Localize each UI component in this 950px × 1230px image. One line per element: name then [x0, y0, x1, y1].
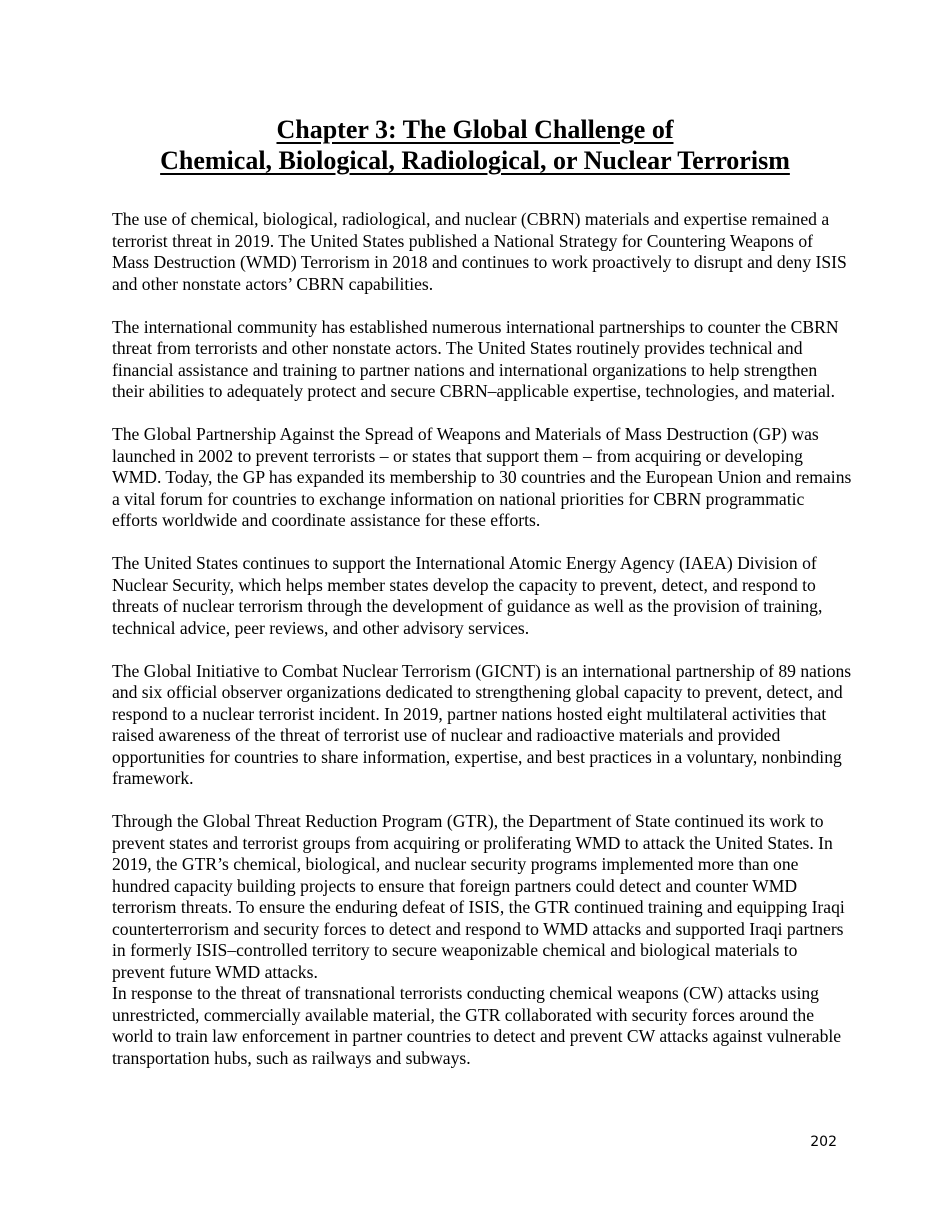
paragraph-cbrn-threat: The use of chemical, biological, radiological, and nuclear (CBRN) materials and expertise remained a terrorist threat in 2019. The United States published a National Strategy for Countering Weapons of Mass Destruction (WMD) Terrorism in 2018 and continues to work proactively to disrupt and deny ISIS and other nonstate actors’ CBRN capabilities. — [112, 209, 847, 294]
paragraph-international-partnerships: The international community has established numerous international partnerships to counter the CBRN threat from terrorists and other nonstate actors. The United States routinely provides technical and financial assistance and training to partner nations and international organizations to help strengthen their abilities to adequately protect and secure CBRN–applicable expertise, technologies, and material. — [112, 316, 839, 401]
paragraph-iaea: The United States continues to support the International Atomic Energy Agency (IAEA) Division of Nuclear Security, which helps member states develop the capacity to prevent, detect, and respond to threats of nuclear terrorism through the development of guidance as well as the provision of training, technical advice, peer reviews, and other advisory services. — [112, 553, 823, 638]
paragraph-gtr: Through the Global Threat Reduction Program (GTR), the Department of State continued its work to prevent states and terrorist groups from acquiring or proliferating WMD to attack the United States. In 2019, the GTR’s chemical, biological, and nuclear security programs implemented more than one hundred capacity building projects to ensure that foreign partners could detect and counter WMD terrorism threats. To ensure the enduring defeat of ISIS, the GTR continued training and equipping Iraqi counterterrorism and security forces to detect and respond to WMD attacks and supported Iraqi partners in formerly ISIS–controlled territory to secure weaponizable chemical and biological materials to prevent future WMD attacks. — [112, 811, 845, 982]
chapter-body — [112, 209, 852, 1091]
paragraph-global-partnership: The Global Partnership Against the Spread of Weapons and Materials of Mass Destruction (GP) was launched in 2002 to prevent terrorists – or states that support them – from acquiring or developing WMD. Today, the GP has expanded its membership to 30 countries and the European Union and remains a vital forum for countries to exchange information on national priorities for CBRN programmatic efforts worldwide and coordinate assistance for these efforts. — [112, 424, 852, 530]
chapter-title-line-2: Chemical, Biological, Radiological, or Nuclear Terrorism — [160, 146, 790, 175]
chapter-title — [100, 114, 850, 176]
paragraph-cw-attacks: In response to the threat of transnational terrorists conducting chemical weapons (CW) attacks using unrestricted, commercially available material, the GTR collaborated with security forces around the world to train law enforcement in partner countries to detect and prevent CW attacks against vulnerable transportation hubs, such as railways and subways. — [112, 983, 842, 1068]
page-number: 202 — [810, 1134, 837, 1150]
chapter-title-line-1: Chapter 3: The Global Challenge of — [276, 115, 674, 144]
paragraph-gicnt: The Global Initiative to Combat Nuclear Terrorism (GICNT) is an international partnership of 89 nations and six official observer organizations dedicated to strengthening global capacity to prevent, detect, and respond to a nuclear terrorist incident. In 2019, partner nations hosted eight multilateral activities that raised awareness of the threat of terrorist use of nuclear and radioactive materials and provided opportunities for countries to share information, expertise, and best practices in a voluntary, nonbinding framework. — [112, 660, 852, 788]
